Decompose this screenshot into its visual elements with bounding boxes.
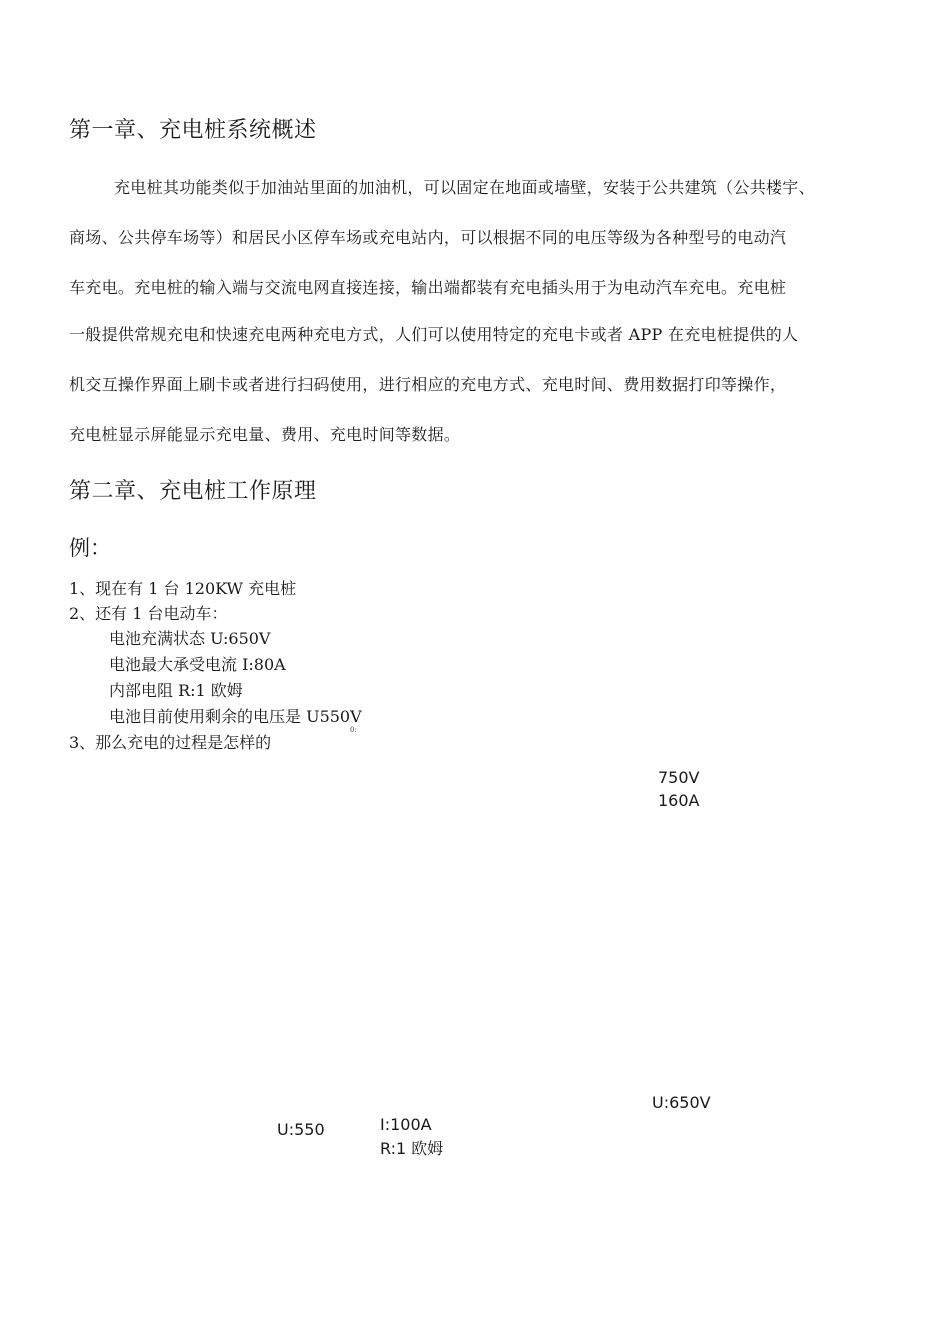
battery-full-voltage-label: U:650V [652,1093,711,1112]
example-heading: 例： [69,536,111,560]
list-item-2: 2、还有 1 台电动车： [69,604,228,623]
battery-remaining-voltage-label: U:550 [277,1120,325,1139]
paragraph-line-4: 一般提供常规充电和快速充电两种充电方式，人们可以使用特定的充电卡或者 APP 在充电桩提供的人 [69,325,799,344]
paragraph-line-6: 充电桩显示屏能显示充电量、费用、充电时间等数据。 [69,425,461,444]
resistance-label [380,1137,443,1161]
charge-current-label: I:100A [380,1115,432,1134]
paragraph-line-2: 商场、公共停车场等）和居民小区停车场或充电站内，可以根据不同的电压等级为各种型号的电动汽 [69,228,787,247]
paragraph-line-3: 车充电。充电桩的输入端与交流电网直接连接，输出端都装有充电插头用于为电动汽车充电。充电桩 [69,278,787,297]
resistance-unit: 欧姆 [411,1139,444,1158]
list-item-3: 3、那么充电的过程是怎样的 [69,733,272,752]
battery-full-voltage-item: 电池充满状态 U:650V [109,629,271,648]
paragraph-line-1: 充电桩其功能类似于加油站里面的加油机，可以固定在地面或墙壁，安装于公共建筑（公共楼宇、 [114,178,815,197]
tiny-mark: 0: [350,726,357,734]
list-item-1: 1、现在有 1 台 120KW 充电桩 [69,579,297,598]
battery-max-current-item: 电池最大承受电流 I:80A [109,655,286,674]
paragraph-line-5: 机交互操作界面上刷卡或者进行扫码使用，进行相应的充电方式、充电时间、费用数据打印等操作， [69,375,787,394]
charger-voltage-label: 750V [658,768,700,787]
remaining-voltage-item: 电池目前使用剩余的电压是 U550V [109,707,362,726]
chapter-2-title: 第二章、充电桩工作原理 [69,479,317,504]
internal-resistance-item: 内部电阻 R:1 欧姆 [109,681,243,700]
resistance-value: R:1 [380,1139,412,1158]
chapter-1-title: 第一章、充电桩系统概述 [69,118,317,143]
charger-current-label: 160A [658,791,700,810]
